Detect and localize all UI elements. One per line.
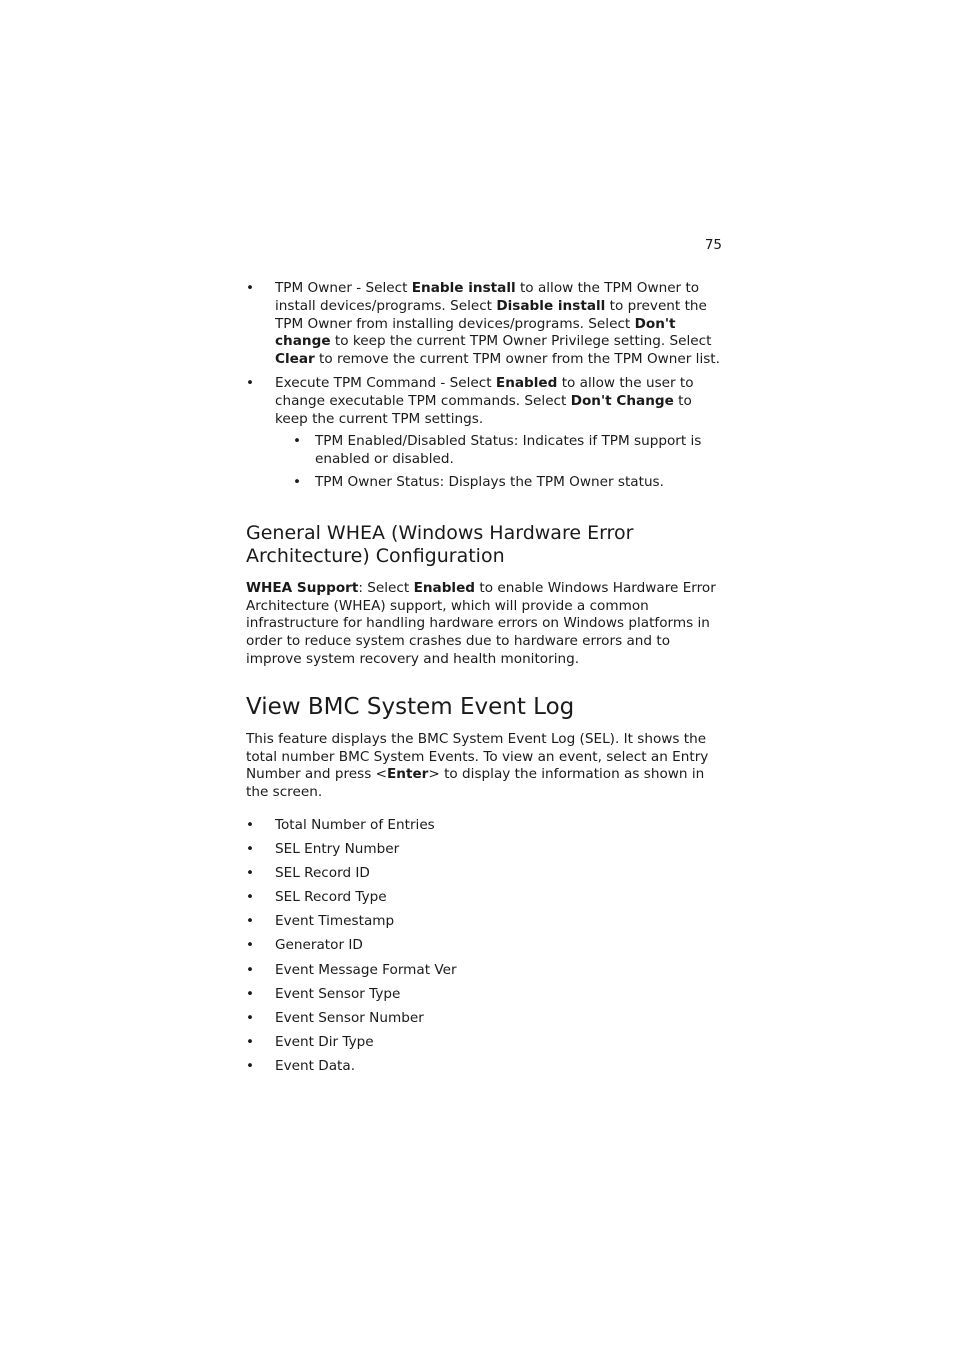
sub-list-item: • TPM Owner Status: Displays the TPM Owner status.	[275, 474, 724, 492]
list-item: • SEL Entry Number	[246, 841, 724, 859]
list-item: • Event Dir Type	[246, 1034, 724, 1052]
bold-term: Enabled	[413, 579, 476, 596]
list-item: • Generator ID	[246, 937, 724, 955]
list-item: • SEL Record ID	[246, 865, 724, 883]
bold-term: Enter	[386, 766, 429, 783]
bold-term: Clear	[275, 351, 315, 368]
bold-term: Enabled	[495, 374, 558, 391]
bold-term: Don't change	[275, 315, 676, 350]
tpm-sub-bullet-list	[275, 433, 724, 491]
list-item: • Event Sensor Number	[246, 1010, 724, 1028]
bold-term: Enable install	[411, 280, 516, 296]
list-item: • Event Data.	[246, 1058, 724, 1076]
event-field-list	[246, 817, 724, 1076]
whea-paragraph: WHEA Support: Select Enabled to enable Windows Hardware Error Architecture (WHEA) support, which will provide a common infrastructure for handling hardware errors on Windows platforms in order to reduce system crashes due to hardware errors and to improve system recovery and health monitoring.	[246, 579, 716, 667]
list-item: • Event Sensor Type	[246, 986, 724, 1004]
list-item: • Event Message Format Ver	[246, 962, 724, 980]
page-content	[246, 280, 724, 1082]
bmc-paragraph: This feature displays the BMC System Event Log (SEL). It shows the total number BMC System Events. To view an event, select an Entry Number and press <Enter> to display the information as shown in the screen.	[246, 730, 709, 801]
list-item: • Event Timestamp	[246, 913, 724, 931]
bold-term: Disable install	[496, 297, 606, 314]
list-item-text: Execute TPM Command - Select Enabled to allow the user to change executable TPM commands. Select Don't Change to keep the current TPM settings.	[275, 374, 694, 427]
page-number: 75	[704, 237, 722, 253]
bold-term: WHEA Support	[246, 579, 359, 596]
whea-heading: General WHEA (Windows Hardware Error Architecture) Configuration	[246, 521, 634, 567]
list-item: • TPM Owner - Select Enable install to allow the TPM Owner to install devices/programs. Select Disable install to prevent the TPM Owner from installing devices/programs. Select Don't change to keep the current TPM Owner Privilege setting. Select Clear to remove the current TPM owner from the TPM Owner list.	[246, 280, 724, 369]
bmc-heading: View BMC System Event Log	[246, 693, 575, 720]
list-item	[246, 375, 724, 492]
sub-list-item: • TPM Enabled/Disabled Status: Indicates if TPM support is enabled or disabled.	[275, 433, 724, 469]
tpm-bullet-list	[246, 280, 724, 492]
list-item: • SEL Record Type	[246, 889, 724, 907]
bold-term: Don't Change	[570, 392, 674, 409]
list-item: • Total Number of Entries	[246, 817, 724, 835]
